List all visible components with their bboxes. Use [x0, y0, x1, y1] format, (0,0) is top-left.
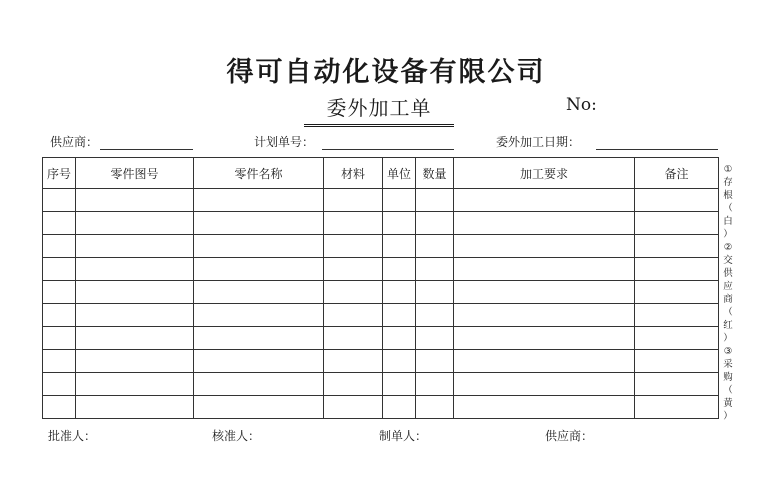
table-cell[interactable] [43, 212, 76, 235]
table-cell[interactable] [454, 350, 635, 373]
plan-no-field[interactable] [322, 149, 454, 150]
table-cell[interactable] [76, 304, 194, 327]
table-cell[interactable] [194, 327, 324, 350]
copy-note-char: ） [723, 333, 733, 344]
table-cell[interactable] [635, 212, 719, 235]
table-cell[interactable] [43, 396, 76, 419]
copy-note-char: 存 [723, 177, 733, 188]
table-cell[interactable] [635, 281, 719, 304]
table-cell[interactable] [43, 304, 76, 327]
table-cell[interactable] [324, 235, 383, 258]
table-cell[interactable] [454, 281, 635, 304]
supplier-label: 供应商： [50, 135, 99, 149]
table-cell[interactable] [43, 235, 76, 258]
table-cell[interactable] [324, 281, 383, 304]
col-header-remarks: 备注 [635, 158, 719, 189]
table-cell[interactable] [383, 373, 416, 396]
table-row [43, 281, 719, 304]
table-cell[interactable] [635, 258, 719, 281]
table-cell[interactable] [43, 189, 76, 212]
table-cell[interactable] [194, 396, 324, 419]
table-cell[interactable] [383, 189, 416, 212]
copy-note-char: （ [723, 203, 733, 214]
table-cell[interactable] [76, 212, 194, 235]
copy-note-char: ① [723, 164, 733, 175]
table-cell[interactable] [454, 212, 635, 235]
table-cell[interactable] [324, 327, 383, 350]
table-row [43, 212, 719, 235]
table-cell[interactable] [416, 350, 454, 373]
table-cell[interactable] [324, 373, 383, 396]
table-cell[interactable] [324, 212, 383, 235]
table-cell[interactable] [43, 350, 76, 373]
table-cell[interactable] [324, 258, 383, 281]
table-cell[interactable] [43, 258, 76, 281]
table-cell[interactable] [324, 350, 383, 373]
table-cell[interactable] [324, 304, 383, 327]
table-cell[interactable] [76, 189, 194, 212]
table-cell[interactable] [454, 304, 635, 327]
copy-note-char: 购 [723, 372, 733, 383]
table-row [43, 396, 719, 419]
table-cell[interactable] [194, 235, 324, 258]
table-cell[interactable] [635, 396, 719, 419]
table-cell[interactable] [76, 396, 194, 419]
preparer-label: 制单人： [379, 429, 428, 443]
company-name: 得可自动化设备有限公司 [226, 57, 546, 88]
date-field[interactable] [596, 149, 718, 150]
order-table [42, 157, 719, 419]
table-cell[interactable] [416, 258, 454, 281]
table-cell[interactable] [454, 396, 635, 419]
table-cell[interactable] [416, 373, 454, 396]
table-cell[interactable] [76, 373, 194, 396]
copy-note-char: ② [723, 242, 733, 253]
copy-note-char: （ [723, 385, 733, 396]
col-header-unit: 单位 [383, 158, 416, 189]
table-cell[interactable] [324, 189, 383, 212]
table-cell[interactable] [76, 350, 194, 373]
supplier-field[interactable] [100, 149, 193, 150]
table-row [43, 373, 719, 396]
table-cell[interactable] [194, 212, 324, 235]
table-cell[interactable] [416, 396, 454, 419]
copy-note-char: 根 [723, 190, 733, 201]
col-header-index: 序号 [43, 158, 76, 189]
table-cell[interactable] [194, 373, 324, 396]
table-cell[interactable] [43, 327, 76, 350]
table-cell[interactable] [194, 189, 324, 212]
table-row [43, 350, 719, 373]
copy-note-char: ） [723, 411, 733, 422]
table-cell[interactable] [76, 281, 194, 304]
table-cell[interactable] [383, 281, 416, 304]
table-cell[interactable] [416, 304, 454, 327]
col-header-material: 材料 [324, 158, 383, 189]
copy-note-char: （ [723, 307, 733, 318]
checker-label: 核准人： [212, 429, 261, 443]
table-cell[interactable] [383, 258, 416, 281]
table-cell[interactable] [635, 373, 719, 396]
copy-note-char: ③ [723, 346, 733, 357]
table-cell[interactable] [454, 235, 635, 258]
copy-note-char: 白 [723, 216, 733, 227]
table-cell[interactable] [383, 212, 416, 235]
form-number-label: No: [566, 95, 597, 115]
table-cell[interactable] [383, 396, 416, 419]
table-cell[interactable] [383, 350, 416, 373]
table-cell[interactable] [416, 327, 454, 350]
table-cell[interactable] [324, 396, 383, 419]
table-header-row [43, 158, 719, 189]
copy-note-char: 采 [723, 359, 733, 370]
table-cell[interactable] [635, 350, 719, 373]
copy-note-char: 供 [723, 268, 733, 279]
footer-supplier-label: 供应商： [545, 429, 594, 443]
col-header-part-name: 零件名称 [194, 158, 324, 189]
table-cell[interactable] [43, 281, 76, 304]
table-row [43, 258, 719, 281]
table-cell[interactable] [635, 189, 719, 212]
table-cell[interactable] [454, 189, 635, 212]
table-cell[interactable] [194, 281, 324, 304]
plan-no-label: 计划单号： [254, 135, 315, 149]
table-cell[interactable] [194, 304, 324, 327]
copy-note-char: 商 [723, 294, 733, 305]
table-cell[interactable] [454, 327, 635, 350]
approver-label: 批准人： [48, 429, 97, 443]
table-cell[interactable] [635, 235, 719, 258]
table-cell[interactable] [416, 281, 454, 304]
copy-note-char: ） [723, 229, 733, 240]
table-cell[interactable] [635, 327, 719, 350]
table-row [43, 189, 719, 212]
table-cell[interactable] [194, 350, 324, 373]
table-cell[interactable] [416, 235, 454, 258]
table-cell[interactable] [383, 304, 416, 327]
table-row [43, 304, 719, 327]
col-header-process-requirement: 加工要求 [454, 158, 635, 189]
date-label: 委外加工日期： [496, 135, 581, 149]
copy-note-char: 黄 [723, 398, 733, 409]
col-header-part-drawing-no: 零件图号 [76, 158, 194, 189]
copy-note-char: 交 [723, 255, 733, 266]
copy-distribution-note [720, 163, 736, 423]
table-cell[interactable] [76, 235, 194, 258]
table-cell[interactable] [454, 373, 635, 396]
table-cell[interactable] [194, 258, 324, 281]
table-cell[interactable] [383, 235, 416, 258]
table-cell[interactable] [416, 212, 454, 235]
copy-note-char: 应 [723, 281, 733, 292]
table-cell[interactable] [416, 189, 454, 212]
table-cell[interactable] [454, 258, 635, 281]
table-row [43, 235, 719, 258]
col-header-quantity: 数量 [416, 158, 454, 189]
table-cell[interactable] [76, 258, 194, 281]
table-cell[interactable] [43, 373, 76, 396]
table-cell[interactable] [635, 304, 719, 327]
table-cell[interactable] [383, 327, 416, 350]
form-title: 委外加工单 [304, 92, 454, 127]
table-cell[interactable] [76, 327, 194, 350]
table-row [43, 327, 719, 350]
copy-note-char: 红 [723, 320, 733, 331]
